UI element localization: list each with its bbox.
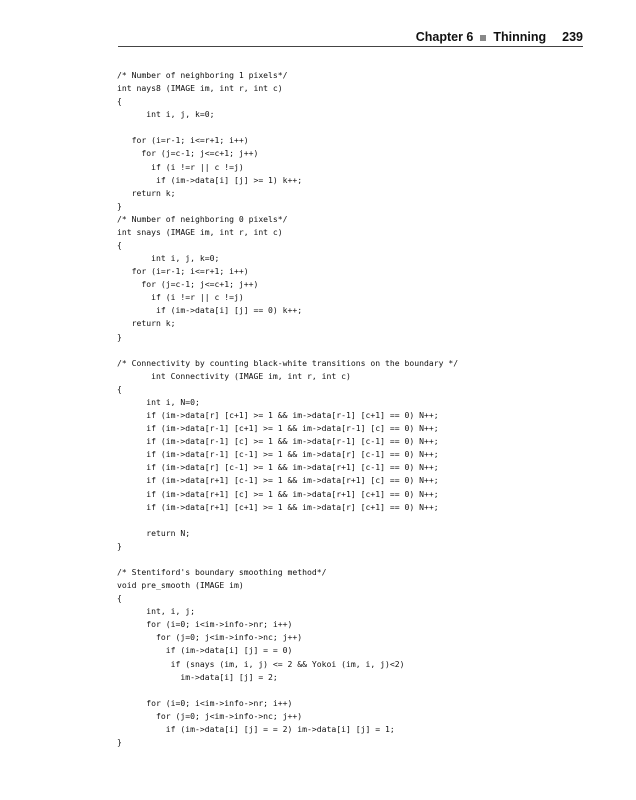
- code-line: /* Connectivity by counting black-white transitions on the boundary */: [117, 357, 459, 368]
- code-line: }: [117, 331, 122, 342]
- code-line: if (im->data[r] [c-1] >= 1 && im->data[r+1] [c-1] == 0) N++;: [117, 462, 439, 473]
- code-line: }: [117, 200, 122, 211]
- code-line: for (i=r-1; i<=r+1; i++): [117, 135, 249, 146]
- code-line: {: [117, 593, 122, 604]
- code-line: }: [117, 736, 122, 747]
- code-line: if (im->data[i] [j] == 0) k++;: [117, 305, 303, 316]
- code-line: int snays (IMAGE im, int r, int c): [117, 226, 283, 237]
- code-line: [117, 344, 458, 357]
- code-line: if (im->data[r-1] [c-1] >= 1 && im->data[r] [c-1] == 0) N++;: [117, 449, 439, 460]
- code-line: if (im->data[r+1] [c] >= 1 && im->data[r+1] [c+1] == 0) N++;: [117, 488, 439, 499]
- code-line: int Connectivity (IMAGE im, int r, int c): [117, 370, 351, 381]
- code-line: if (im->data[r+1] [c+1] >= 1 && im->data[r] [c+1] == 0) N++;: [117, 501, 439, 512]
- code-line: int, i, j;: [117, 606, 195, 617]
- code-line: if (im->data[r-1] [c+1] >= 1 && im->data[r-1] [c] == 0) N++;: [117, 423, 439, 434]
- square-bullet-icon: [480, 35, 486, 41]
- code-line: for (i=0; i<im->info->nr; i++): [117, 619, 293, 630]
- code-line: int i, N=0;: [117, 396, 200, 407]
- code-line: for (i=0; i<im->info->nr; i++): [117, 697, 293, 708]
- code-line: [117, 553, 458, 566]
- code-line: return k;: [117, 187, 176, 198]
- code-line: void pre_smooth (IMAGE im): [117, 580, 244, 591]
- code-line: [117, 121, 458, 134]
- code-line: /* Number of neighboring 0 pixels*/: [117, 213, 288, 224]
- code-line: if (im->data[i] [j] = = 0): [117, 645, 293, 656]
- code-line: if (im->data[r] [c+1] >= 1 && im->data[r-1] [c+1] == 0) N++;: [117, 410, 439, 421]
- code-line: if (i !=r || c !=j): [117, 161, 244, 172]
- code-line: for (j=0; j<im->info->nc; j++): [117, 632, 303, 643]
- code-line: int nays8 (IMAGE im, int r, int c): [117, 83, 283, 94]
- code-line: /* Stentiford's boundary smoothing method*/: [117, 566, 327, 577]
- code-line: im->data[i] [j] = 2;: [117, 671, 278, 682]
- page-number: 239: [562, 30, 583, 44]
- chapter-label: Chapter 6: [415, 30, 474, 44]
- code-line: for (j=0; j<im->info->nc; j++): [117, 710, 303, 721]
- header-rule: [118, 46, 583, 47]
- code-line: int i, j, k=0;: [117, 253, 220, 264]
- code-line: return N;: [117, 527, 191, 538]
- code-line: [117, 684, 458, 697]
- code-line: {: [117, 96, 122, 107]
- code-line: for (j=c-1; j<=c+1; j++): [117, 148, 259, 159]
- code-line: {: [117, 383, 122, 394]
- code-listing: [117, 69, 458, 749]
- code-line: if (im->data[r+1] [c-1] >= 1 && im->data[r+1] [c] == 0) N++;: [117, 475, 439, 486]
- code-line: for (i=r-1; i<=r+1; i++): [117, 266, 249, 277]
- code-line: /* Number of neighboring 1 pixels*/: [117, 70, 288, 80]
- code-line: int i, j, k=0;: [117, 109, 215, 120]
- code-line: {: [117, 240, 122, 251]
- code-line: return k;: [117, 318, 176, 329]
- code-line: for (j=c-1; j<=c+1; j++): [117, 279, 259, 290]
- chapter-title: Thinning: [493, 30, 547, 44]
- code-line: if (im->data[r-1] [c] >= 1 && im->data[r-1] [c-1] == 0) N++;: [117, 436, 439, 447]
- code-line: if (im->data[i] [j] = = 2) im->data[i] [j] = 1;: [117, 723, 395, 734]
- code-line: if (snays (im, i, j) <= 2 && Yokoi (im, i, j)<2): [117, 658, 405, 669]
- code-line: if (im->data[i] [j] >= 1) k++;: [117, 174, 303, 185]
- code-line: if (i !=r || c !=j): [117, 292, 244, 303]
- code-line: [117, 514, 458, 527]
- code-line: }: [117, 540, 122, 551]
